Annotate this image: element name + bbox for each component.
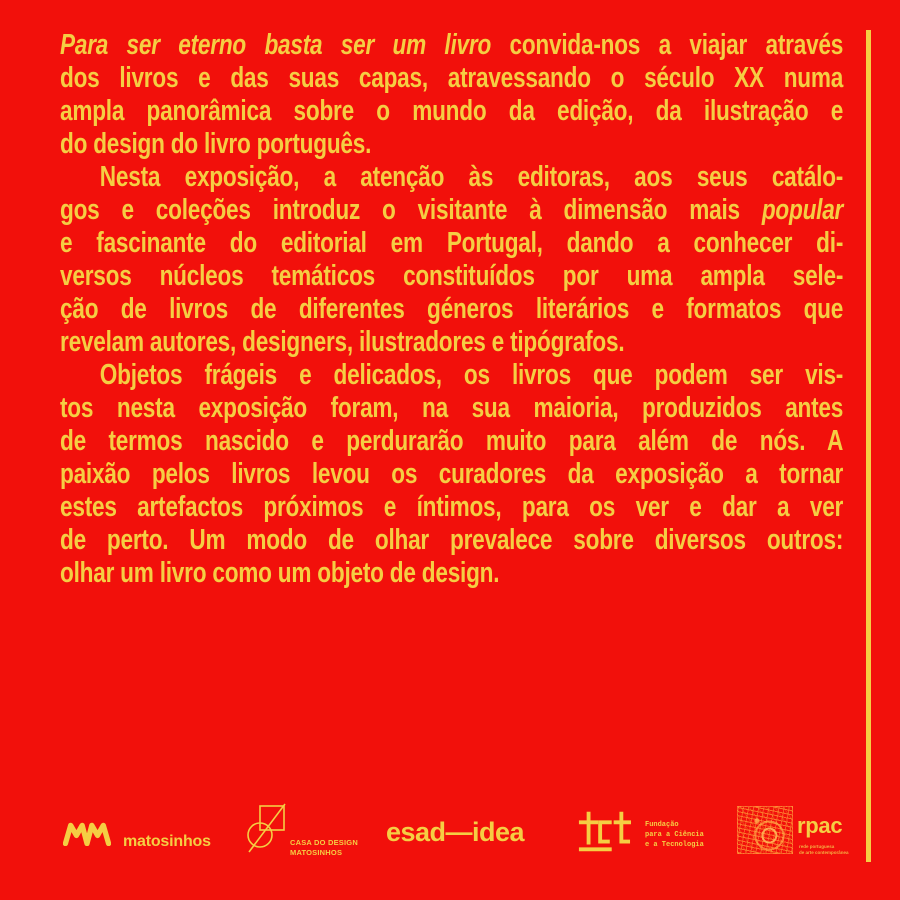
casa-do-design-label [290, 838, 358, 857]
regular-text: gos e coleções introduz o visitante à dimensão mais [60, 194, 762, 226]
text-line [60, 293, 843, 326]
text-line [60, 260, 843, 293]
fct-line1: Fundação [645, 821, 679, 829]
regular-text: de termos nascido e perdurarão muito para além de nós. A [60, 425, 844, 457]
text-line [60, 95, 843, 128]
body-text [60, 29, 843, 590]
text-line [60, 557, 843, 590]
regular-text: olhar um livro como um objeto de design. [60, 557, 500, 589]
regular-text: revelam autores, designers, ilustradores e tipógrafos. [60, 326, 625, 358]
text-line [60, 194, 843, 227]
casa-do-design-line1: CASA DO DESIGN [290, 838, 358, 847]
regular-text: convida-nos a viajar através [491, 29, 844, 61]
rpac-sub-line1: rede portuguesa [799, 844, 835, 849]
regular-text: ção de livros de diferentes géneros literários e formatos que [60, 293, 844, 325]
text-line [60, 227, 843, 260]
regular-text: Nesta exposição, a atenção às editoras, aos seus catálo- [99, 161, 844, 193]
regular-text: Objetos frágeis e delicados, os livros que podem ser vis- [99, 359, 844, 391]
text-line [60, 128, 843, 161]
rpac-label: rpac [797, 813, 843, 838]
right-rule [866, 30, 871, 862]
text-line [60, 458, 843, 491]
text-line [60, 524, 843, 557]
regular-text: tos nesta exposição foram, na sua maioria, produzidos antes [60, 392, 844, 424]
casa-do-design-icon [246, 803, 286, 853]
rpac-texture-icon [737, 806, 793, 854]
text-line [60, 425, 843, 458]
text-line [60, 161, 843, 194]
regular-text: de perto. Um modo de olhar prevalece sobre diversos outros: [60, 524, 844, 556]
matosinhos-wave-icon [63, 822, 111, 846]
fct-label [645, 820, 704, 850]
fct-line2: para a Ciência [645, 831, 704, 839]
regular-text: dos livros e das suas capas, atravessando o século XX numa [60, 62, 844, 94]
italic-text: Para ser eterno basta ser um livro [60, 29, 492, 61]
italic-text: popular [761, 194, 844, 226]
matosinhos-label: matosinhos [123, 833, 211, 850]
regular-text: estes artefactos próximos e íntimos, para os ver e dar a ver [60, 491, 844, 523]
text-line [60, 62, 843, 95]
rpac-sub-line2: de arte contemporânea [799, 849, 849, 855]
regular-text: do design do livro português. [60, 128, 372, 160]
casa-do-design-line2: MATOSINHOS [290, 847, 343, 857]
regular-text: ampla panorâmica sobre o mundo da edição, da ilustração e [60, 95, 844, 127]
esad-idea-logo: esad—idea [386, 817, 525, 847]
regular-text: e fascinante do editorial em Portugal, dando a conhecer di- [60, 227, 844, 259]
regular-text: paixão pelos livros levou os curadores da exposição a tornar [60, 458, 844, 490]
fct-icon [577, 809, 631, 853]
text-line [60, 326, 843, 359]
rpac-sublabel [799, 844, 849, 855]
regular-text: versos núcleos temáticos constituídos por uma ampla sele- [60, 260, 844, 292]
fct-line3: e a Tecnologia [645, 841, 704, 849]
text-line [60, 392, 843, 425]
text-line [60, 359, 843, 392]
text-line [60, 29, 843, 62]
text-line [60, 491, 843, 524]
